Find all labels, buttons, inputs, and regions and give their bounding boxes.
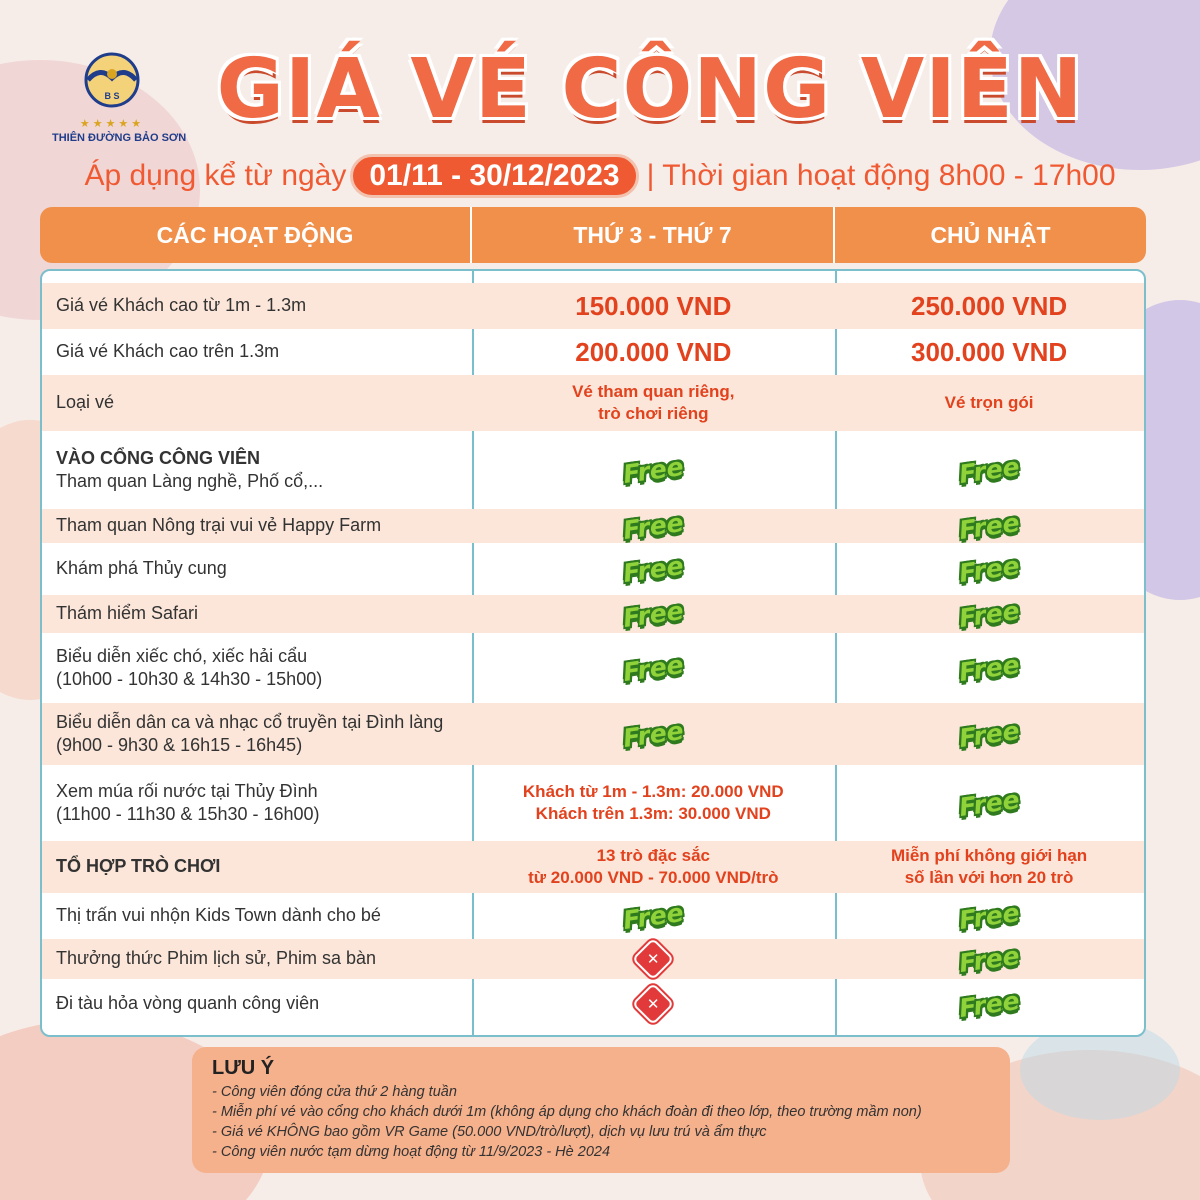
table-row [42,283,1144,329]
free-badge-icon: Free [957,715,1022,753]
row-label-detail: (9h00 - 9h30 & 16h15 - 16h45) [56,735,303,755]
row-label-heading: VÀO CỔNG CÔNG VIÊN [56,447,261,468]
free-badge-icon: Free [621,897,686,935]
price-sunday: 250.000 VND [911,290,1068,321]
svg-text:B S: B S [104,91,120,101]
subtitle-suffix: | Thời gian hoạt động 8h00 - 17h00 [646,159,1116,192]
row-label-detail: (11h00 - 11h30 & 15h30 - 16h00) [56,804,320,824]
notes-title: LƯU Ý [212,1057,275,1079]
free-badge-icon: Free [957,451,1022,489]
games-weekday-line1: 13 trò đặc sắc [596,845,710,865]
table-row [42,979,1144,1029]
puppet-price-line1: Khách từ 1m - 1.3m: 20.000 VND [522,781,784,801]
row-label-detail: Tham quan Làng nghề, Phố cổ,... [56,471,324,491]
date-range-badge: 01/11 - 30/12/2023 [350,154,638,198]
free-badge-icon: Free [621,715,686,753]
table-row [42,329,1144,375]
row-label: Thưởng thức Phim lịch sử, Phim sa bàn [56,948,377,969]
row-label: Thám hiểm Safari [56,603,199,624]
free-badge-icon: Free [957,595,1022,633]
notes-box [192,1047,1010,1173]
table-row [42,893,1144,939]
free-badge-icon: Free [621,550,686,588]
brand-logo [52,44,187,144]
row-label: Khám phá Thủy cung [56,558,227,579]
games-sunday-line1: Miễn phí không giới hạn [890,845,1088,865]
ticket-type-weekday-line1: Vé tham quan riêng, [572,381,735,401]
table-row [42,841,1144,893]
free-badge-icon: Free [957,649,1022,687]
games-weekday-line2: từ 20.000 VND - 70.000 VND/trò [528,868,779,887]
ticket-type-sunday: Vé trọn gói [944,392,1034,412]
free-badge-icon: Free [621,451,686,489]
price-weekday: 200.000 VND [575,336,732,367]
free-badge-icon: Free [621,595,686,633]
close-icon: ✕ [632,938,674,980]
price-weekday: 150.000 VND [575,290,732,321]
free-badge-icon: Free [957,550,1022,588]
header-weekdays: THỨ 3 - THỨ 7 [472,207,835,263]
free-badge-icon: Free [957,985,1022,1023]
note-item: - Miễn phí vé vào cổng cho khách dưới 1m (không áp dụng cho khách đoàn đi theo lớp, theo trường mầm non) [212,1104,922,1120]
table-row [42,939,1144,979]
table-row [42,543,1144,595]
row-label-heading: Biểu diễn xiếc chó, xiếc hải cẩu [56,645,308,666]
close-icon: ✕ [632,983,674,1025]
table-row [42,703,1144,765]
table-row [42,633,1144,703]
row-label-heading: Biểu diễn dân ca và nhạc cổ truyền tại Đình làng [56,711,444,732]
row-label-detail: (10h00 - 10h30 & 14h30 - 15h00) [56,669,323,689]
table-row [42,431,1144,509]
row-label: Đi tàu hỏa vòng quanh công viên [56,993,320,1014]
games-sunday-line2: số lần với hơn 20 trò [904,868,1074,887]
free-badge-icon: Free [621,649,686,687]
note-item: - Công viên đóng cửa thứ 2 hàng tuần [212,1084,457,1100]
row-label: Giá vé Khách cao trên 1.3m [56,341,280,362]
logo-stars: ★★★★★ [79,118,145,130]
subtitle [40,154,1160,198]
logo-emblem-icon [52,44,172,114]
table-header [40,207,1146,263]
price-table [40,269,1146,1037]
row-label-heading: TỔ HỢP TRÒ CHƠI [56,856,221,877]
row-label: Loại vé [56,392,115,413]
subtitle-prefix: Áp dụng kể từ ngày [84,159,347,192]
free-badge-icon: Free [957,940,1022,978]
ticket-type-weekday-line2: trò chơi riêng [598,404,709,423]
header-activities: CÁC HOẠT ĐỘNG [40,207,472,263]
price-sunday: 300.000 VND [911,336,1068,367]
free-badge-icon: Free [957,784,1022,822]
row-label: Tham quan Nông trại vui vẻ Happy Farm [56,515,382,536]
row-label: Giá vé Khách cao từ 1m - 1.3m [56,295,307,316]
row-label: Thị trấn vui nhộn Kids Town dành cho bé [56,905,381,926]
row-label-heading: Xem múa rối nước tại Thủy Đình [56,780,318,801]
note-item: - Giá vé KHÔNG bao gồm VR Game (50.000 VND/trò/lượt), dịch vụ lưu trú và ẩm thực [212,1124,767,1140]
free-badge-icon: Free [957,507,1022,545]
header-sunday: CHỦ NHẬT [930,221,1051,248]
free-badge-icon: Free [621,507,686,545]
table-row [42,375,1144,431]
table-row [42,765,1144,841]
table-row [42,509,1144,543]
puppet-price-line2: Khách trên 1.3m: 30.000 VND [535,804,771,823]
note-item: - Công viên nước tạm dừng hoạt động từ 11/9/2023 - Hè 2024 [212,1144,611,1160]
brand-name: THIÊN ĐƯỜNG BẢO SƠN [52,132,187,144]
page-title: GIÁ VÉ CÔNG VIÊN [216,42,1084,137]
table-row [42,595,1144,633]
free-badge-icon: Free [957,897,1022,935]
